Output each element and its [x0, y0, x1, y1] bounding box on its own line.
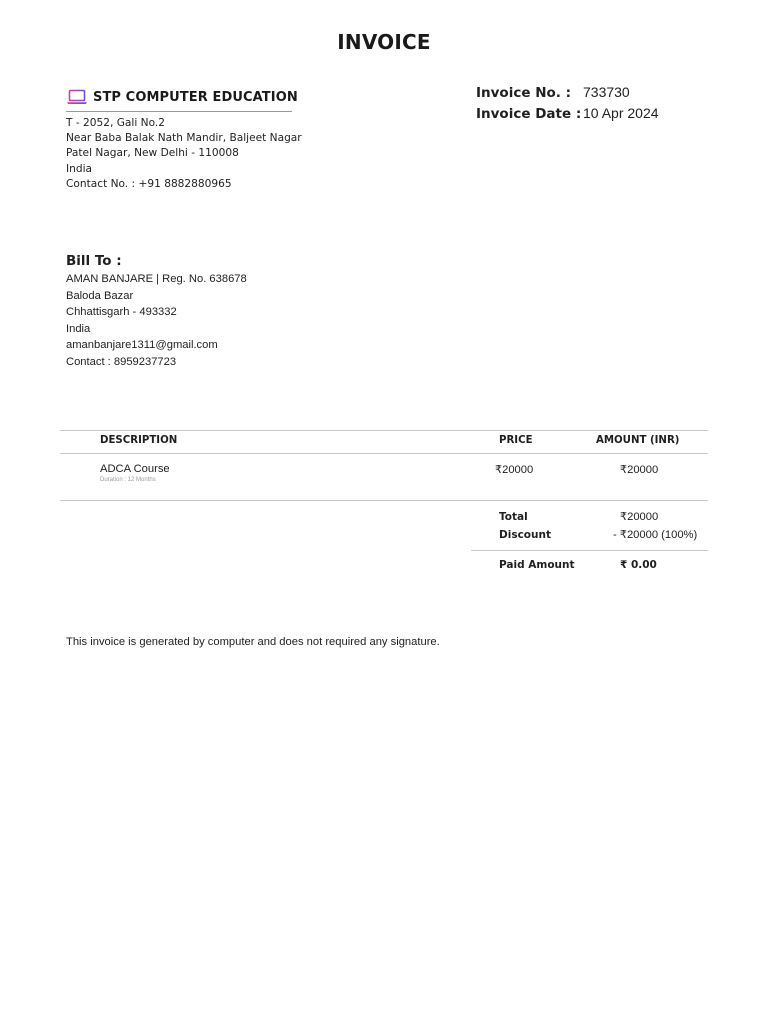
item-duration: Duration : 12 Months [100, 477, 156, 483]
item-amount: ₹20000 [620, 464, 659, 476]
discount-value: - ₹20000 (100%) [613, 529, 698, 541]
bill-to-details [66, 271, 247, 371]
customer-city: Baloda Bazar [66, 289, 134, 302]
invoice-number-label: Invoice No. : [476, 85, 571, 101]
company-contact: Contact No. : +91 8882880965 [66, 177, 232, 190]
invoice-date-label: Invoice Date : [476, 106, 582, 122]
total-value: ₹20000 [620, 511, 659, 523]
laptop-icon [66, 89, 88, 105]
address-line: Patel Nagar, New Delhi - 110008 [66, 147, 239, 160]
paid-amount-label: Paid Amount [499, 559, 575, 571]
table-bottom-rule [60, 500, 708, 501]
discount-label: Discount [499, 529, 551, 541]
bill-to-heading: Bill To : [66, 253, 122, 269]
company-divider [66, 111, 292, 112]
col-header-amount: AMOUNT (INR) [596, 435, 680, 446]
customer-state: Chhattisgarh - 493332 [66, 306, 177, 319]
invoice-number: 733730 [583, 84, 630, 100]
company-name: STP COMPUTER EDUCATION [93, 89, 298, 105]
col-header-price: PRICE [499, 435, 533, 446]
table-top-rule [60, 430, 708, 431]
table-header-rule [60, 453, 708, 454]
customer-email: amanbanjare1311@gmail.com [66, 339, 218, 352]
address-line: T - 2052, Gali No.2 [66, 117, 166, 129]
invoice-title: INVOICE [337, 30, 431, 54]
footer-note: This invoice is generated by computer and does not required any signature. [66, 636, 440, 648]
address-line: Near Baba Balak Nath Mandir, Baljeet Nagar [66, 132, 302, 145]
invoice-number-row [476, 84, 659, 105]
total-label: Total [499, 511, 528, 523]
item-description: ADCA Course [100, 463, 170, 475]
customer-name: AMAN BANJARE | Reg. No. 638678 [66, 273, 247, 285]
customer-country: India [66, 322, 91, 335]
customer-contact: Contact : 8959237723 [66, 355, 177, 368]
paid-amount-value: ₹ 0.00 [620, 559, 657, 571]
col-header-description: DESCRIPTION [100, 435, 178, 446]
summary-rule [471, 550, 708, 551]
company-logo [66, 89, 298, 105]
invoice-date-row [476, 105, 659, 126]
address-line: India [66, 162, 92, 175]
item-price: ₹20000 [495, 464, 534, 476]
invoice-date: 10 Apr 2024 [583, 105, 659, 121]
invoice-meta [476, 84, 659, 126]
company-address [66, 116, 302, 192]
